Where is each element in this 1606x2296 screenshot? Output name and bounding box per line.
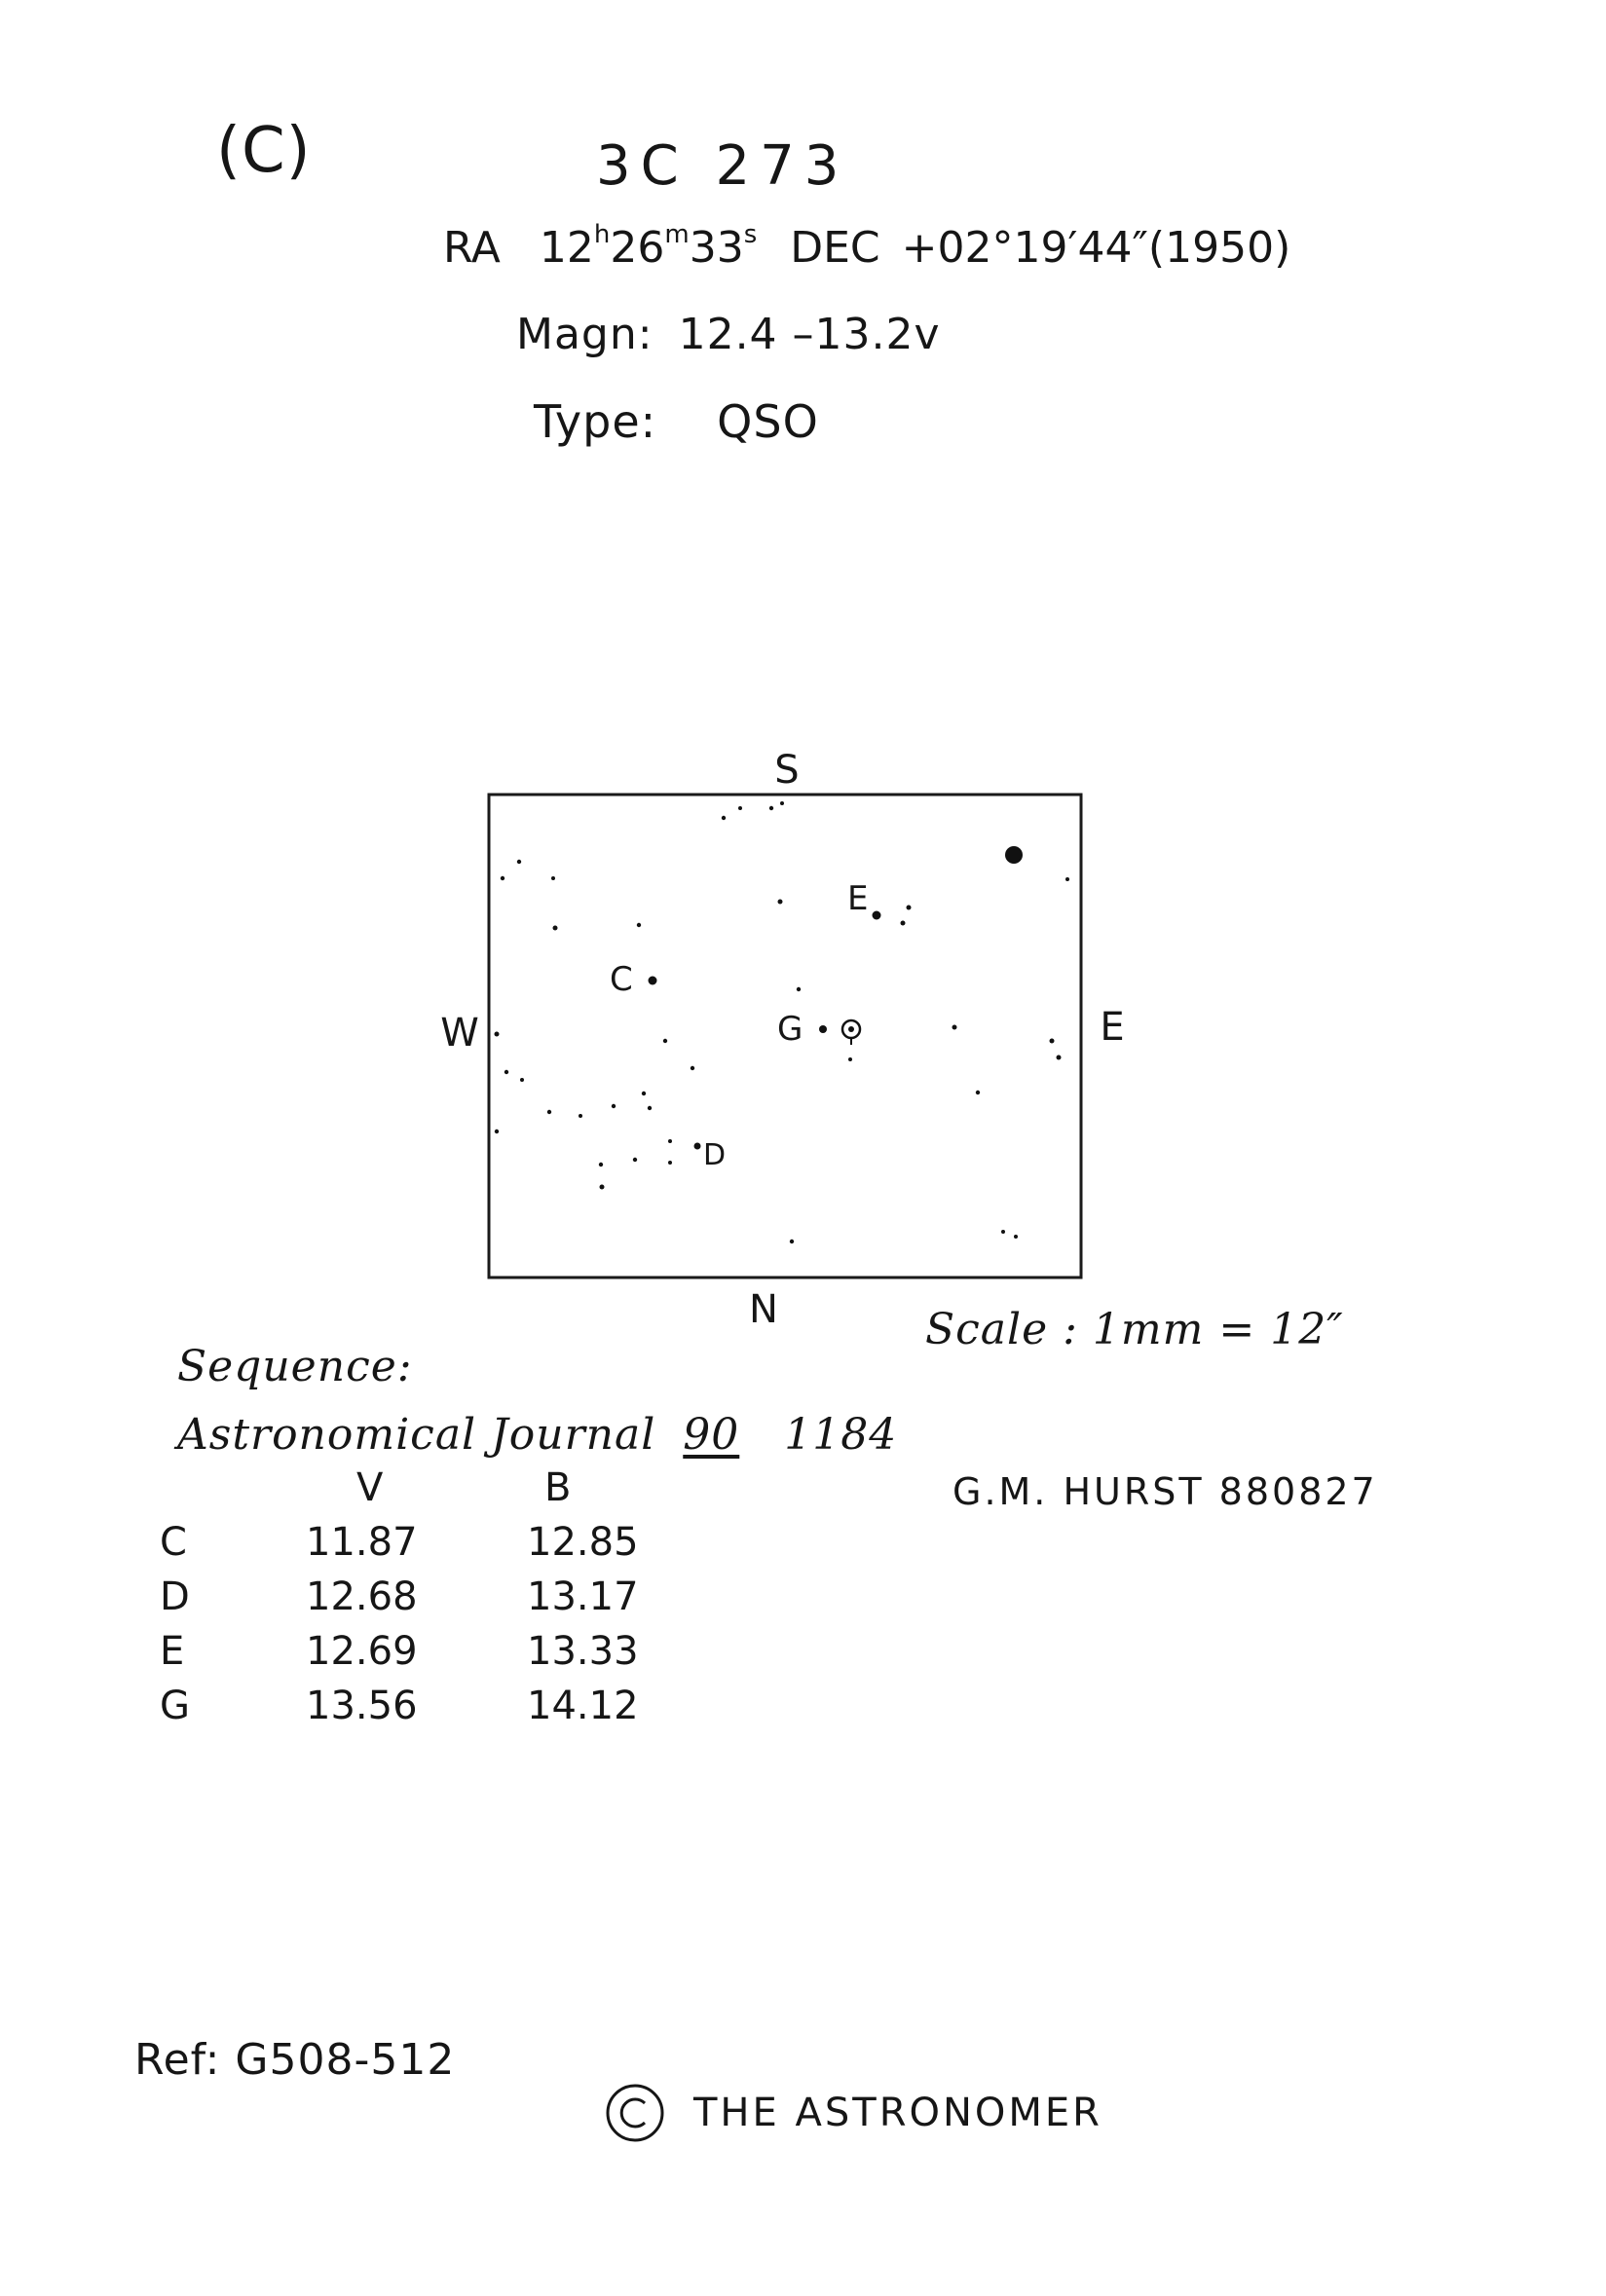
ra-seconds-unit: s bbox=[743, 220, 758, 249]
cell-star: G bbox=[160, 1684, 190, 1728]
col-header-star bbox=[146, 1461, 306, 1515]
star-d bbox=[694, 1143, 701, 1150]
table-row bbox=[146, 1515, 681, 1570]
sequence-heading: Sequence: bbox=[177, 1342, 413, 1391]
dec-label: DEC bbox=[790, 223, 880, 273]
panel-label: (C) bbox=[216, 115, 312, 187]
sequence-table bbox=[146, 1461, 681, 1733]
magnitude-value: 12.4 –13.2v bbox=[678, 310, 941, 359]
cell-b: 13.33 bbox=[527, 1629, 639, 1674]
ra-hours-unit: h bbox=[593, 220, 611, 249]
target-marker bbox=[842, 1020, 860, 1045]
cell-star: E bbox=[160, 1629, 185, 1674]
star-e bbox=[873, 911, 881, 920]
copyright-line bbox=[604, 2079, 1102, 2147]
type-value: QSO bbox=[717, 395, 819, 448]
star-c bbox=[649, 977, 657, 985]
cell-v: 12.69 bbox=[306, 1629, 418, 1674]
ra-hours: 12 bbox=[539, 223, 594, 273]
epoch: (1950) bbox=[1147, 223, 1291, 273]
ra-label: RA bbox=[443, 223, 501, 273]
star-label-c: C bbox=[610, 960, 633, 999]
copyright-icon bbox=[604, 2082, 666, 2144]
type-row bbox=[534, 395, 819, 448]
magnitude-row bbox=[516, 310, 941, 359]
reference: Ref: G508-512 bbox=[134, 2035, 456, 2085]
direction-s: S bbox=[774, 748, 800, 793]
direction-e: E bbox=[1100, 1005, 1125, 1050]
copyright-text: THE ASTRONOMER bbox=[693, 2091, 1102, 2135]
cell-v: 13.56 bbox=[306, 1684, 418, 1728]
finder-chart bbox=[429, 740, 1130, 1363]
star-label-d: D bbox=[703, 1138, 727, 1172]
cell-v: 12.68 bbox=[306, 1574, 418, 1619]
cell-v: 11.87 bbox=[306, 1520, 418, 1565]
cell-b: 13.17 bbox=[527, 1574, 639, 1619]
direction-w: W bbox=[440, 1011, 479, 1055]
source-name: Astronomical Journal bbox=[177, 1410, 656, 1460]
col-header-b: B bbox=[544, 1465, 572, 1510]
coordinates bbox=[443, 220, 1290, 273]
bright-star bbox=[1005, 846, 1023, 864]
sequence-header-row bbox=[146, 1461, 681, 1515]
cell-star: D bbox=[160, 1574, 190, 1619]
star-label-e: E bbox=[847, 879, 869, 918]
star-label-g: G bbox=[777, 1010, 803, 1049]
chart-scale: Scale : 1mm = 12″ bbox=[925, 1305, 1344, 1354]
dec-value: +02°19′44″ bbox=[901, 223, 1148, 273]
star-g bbox=[819, 1025, 827, 1033]
type-label: Type: bbox=[534, 395, 657, 448]
source-page: 1184 bbox=[784, 1410, 898, 1460]
magnitude-label: Magn: bbox=[516, 310, 654, 359]
ra-seconds: 33 bbox=[689, 223, 744, 273]
ra-minutes: 26 bbox=[610, 223, 665, 273]
table-row bbox=[146, 1624, 681, 1679]
cell-b: 14.12 bbox=[527, 1684, 639, 1728]
sequence-source bbox=[177, 1410, 897, 1460]
source-volume: 90 bbox=[683, 1410, 740, 1460]
table-row bbox=[146, 1570, 681, 1624]
table-row bbox=[146, 1679, 681, 1733]
object-name: 3C 273 bbox=[596, 134, 849, 198]
ra-minutes-unit: m bbox=[664, 220, 690, 249]
col-header-v: V bbox=[356, 1465, 384, 1510]
cell-b: 12.85 bbox=[527, 1520, 639, 1565]
observer-signature: G.M. HURST 880827 bbox=[952, 1470, 1378, 1513]
cell-star: C bbox=[160, 1520, 187, 1565]
direction-n: N bbox=[749, 1287, 778, 1332]
